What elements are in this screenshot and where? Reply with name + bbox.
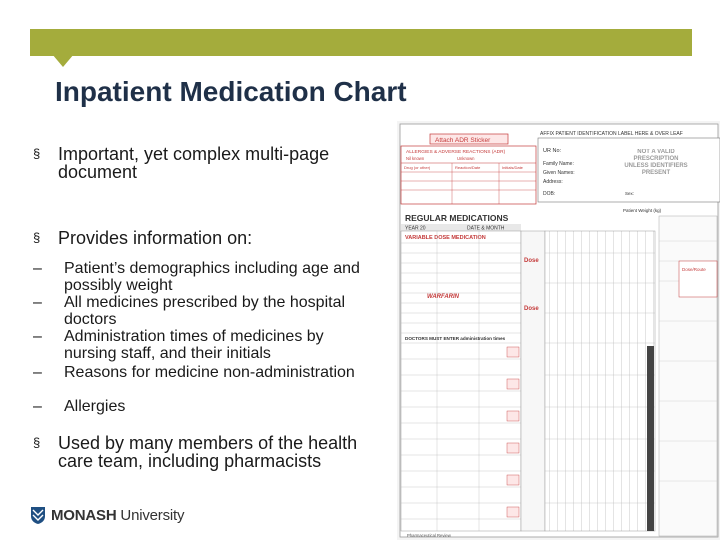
adr-title: ALLERGIES & ADVERSE REACTIONS (ADR) bbox=[406, 150, 506, 155]
header-bar bbox=[30, 29, 692, 56]
adr-col-initials: Initials/Date bbox=[502, 165, 523, 170]
dob: DOB: bbox=[543, 191, 556, 197]
bullet-text: Important, yet complex multi-page document bbox=[58, 144, 330, 182]
patient-weight: Patient Weight (kg) bbox=[623, 208, 662, 213]
label-header: AFFIX PATIENT IDENTIFICATION LABEL HERE & OVER LEAF bbox=[540, 131, 683, 137]
sub-item-administration bbox=[33, 328, 363, 362]
doctors-must-enter: DOCTORS MUST ENTER administration times bbox=[405, 336, 506, 341]
adr-col-reaction: Reaction/Date bbox=[455, 165, 481, 170]
sub-dash: – bbox=[33, 364, 42, 381]
bullet-important bbox=[33, 145, 363, 181]
adr-sticker-header: Attach ADR Sticker bbox=[435, 137, 491, 144]
regular-medications-title: REGULAR MEDICATIONS bbox=[405, 213, 509, 223]
bullet-text: Provides information on: bbox=[58, 228, 253, 248]
sub-item-demographics bbox=[33, 260, 363, 294]
sub-item-reasons bbox=[33, 364, 363, 381]
adr-nil-known: Nil known bbox=[406, 156, 425, 161]
family-name: Family Name: bbox=[543, 161, 574, 167]
logo-wordmark-bold: MONASH bbox=[51, 507, 117, 524]
sub-dash: – bbox=[33, 328, 42, 345]
pharmaceutical-review: Pharmaceutical Review bbox=[407, 533, 451, 538]
logo-wordmark bbox=[51, 507, 184, 524]
sub-text: Allergies bbox=[64, 398, 126, 415]
bullet-text: Used by many members of the health care team, including pharmacists bbox=[58, 433, 358, 471]
bullet-marker: § bbox=[33, 146, 41, 161]
date-month-label: DATE & MONTH bbox=[467, 225, 505, 232]
sub-dash: – bbox=[33, 260, 42, 277]
adr-unknown: Unknown bbox=[457, 156, 475, 161]
adr-col-drug: Drug (or other) bbox=[404, 165, 431, 170]
bullet-used-by bbox=[33, 434, 363, 470]
logo-wordmark-rest: University bbox=[116, 507, 185, 524]
dose-label: Dose bbox=[524, 258, 539, 264]
sub-text: Administration times of medicines by nursing staff, and their initials bbox=[64, 328, 324, 362]
dose-label-warfarin: Dose bbox=[524, 306, 539, 312]
bullet-marker: § bbox=[33, 230, 41, 245]
bullet-marker: § bbox=[33, 435, 41, 450]
sub-item-medicines bbox=[33, 294, 363, 328]
monash-shield-icon bbox=[30, 506, 46, 525]
slide-title: Inpatient Medication Chart bbox=[55, 76, 407, 107]
header-bar-notch bbox=[52, 54, 74, 67]
ur-no: UR No: bbox=[543, 148, 562, 154]
address: Address: bbox=[543, 179, 563, 185]
sub-text: All medicines prescribed by the hospital doctors bbox=[64, 294, 346, 328]
sub-text: Patient’s demographics including age and possibly weight bbox=[64, 260, 360, 294]
monash-logo bbox=[30, 506, 184, 525]
sub-dash: – bbox=[33, 398, 42, 415]
warfarin-label: WARFARIN bbox=[427, 294, 459, 300]
given-names: Given Names: bbox=[543, 170, 575, 176]
sub-dash: – bbox=[33, 294, 42, 311]
year-label: YEAR 20 bbox=[405, 225, 426, 232]
bullet-provides bbox=[33, 229, 363, 247]
not-valid-notice: NOT A VALID PRESCRIPTION UNLESS IDENTIFIERS PRESENT bbox=[624, 149, 688, 176]
side-red-label: Dose/Route bbox=[682, 267, 706, 272]
sub-item-allergies bbox=[33, 398, 363, 415]
sub-text: Reasons for medicine non-administration bbox=[64, 364, 355, 381]
medication-chart-image bbox=[397, 121, 720, 540]
variable-dose-label: VARIABLE DOSE MEDICATION bbox=[405, 235, 486, 241]
sex: Sex: bbox=[625, 191, 635, 196]
